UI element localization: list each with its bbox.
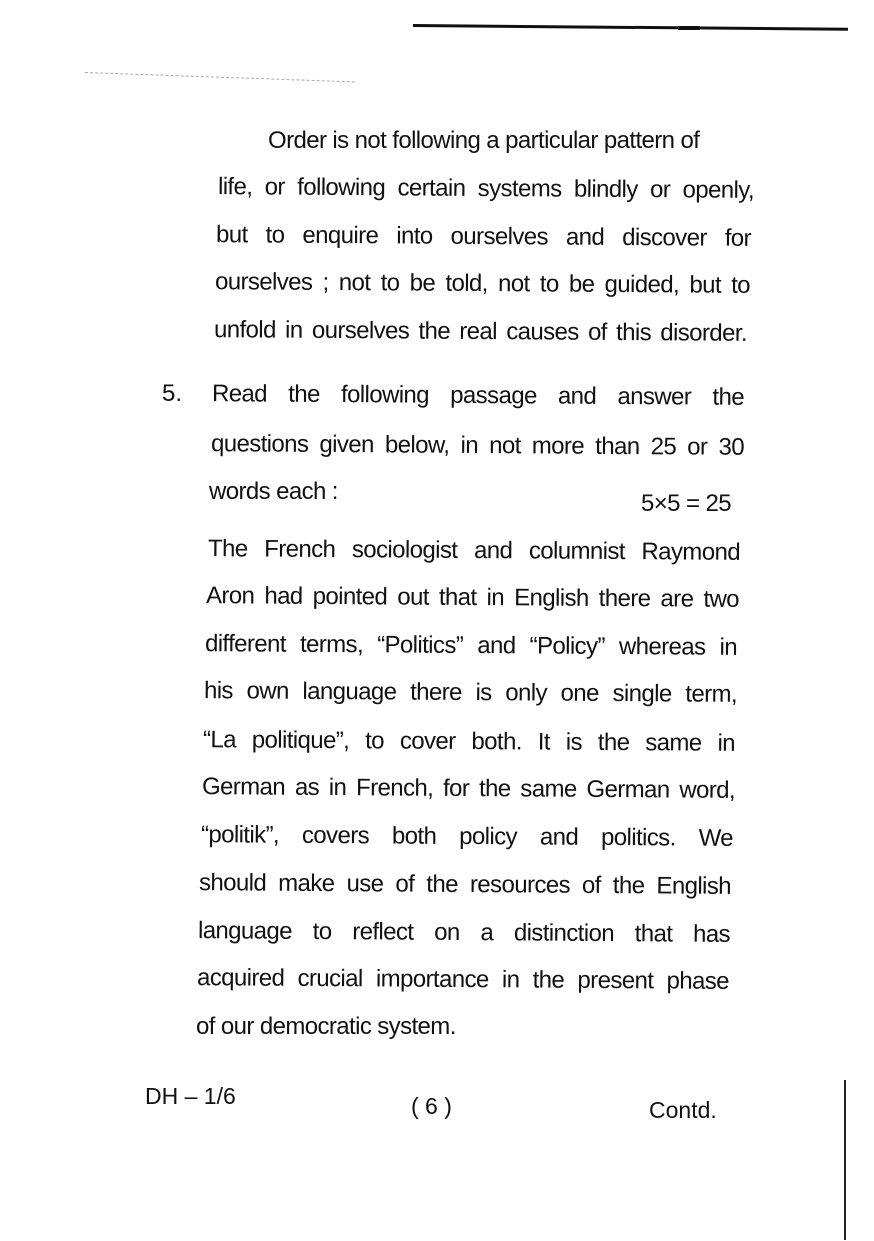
page-number: ( 6 ) [411,1093,452,1119]
scan-artifact-edge [844,1080,846,1240]
marks-allocation: 5×5 = 25 [641,490,731,517]
text-line: ourselves ; not to be told, not to be guided, but to [214,268,751,299]
instruction-line: questions given below, in not more than 25 or 30 [210,430,745,461]
instruction-line: words each : [209,478,338,505]
passage-line: his own language there is only one single term, [203,677,738,708]
continued-label: Contd. [649,1097,717,1123]
passage-line: Aron had pointed out that in English there are two [205,582,740,613]
passage-line: different terms, “Politics” and “Policy” whereas in [204,630,738,661]
passage-line: “La politique”, to cover both. It is the same in [202,726,736,757]
text-line: Order is not following a particular pattern of [268,127,700,154]
text-line: unfold in ourselves the real causes of this disorder. [213,316,748,347]
scan-artifact-line [413,24,848,31]
scan-artifact-line [85,72,355,83]
passage-line: The French sociologist and columnist Raymond [207,535,741,566]
passage-line: acquired crucial importance in the present phase [196,964,730,995]
passage-line: language to reflect on a distinction that has [197,917,731,948]
scan-artifact-mark [678,26,700,30]
text-line: but to enquire into ourselves and discover for [215,221,752,252]
paper-code: DH – 1/6 [145,1083,236,1109]
question-number: 5. [162,380,183,407]
instruction-line: Read the following passage and answer the [211,380,745,411]
passage-line: of our democratic system. [196,1013,456,1040]
passage-line: “politik”, covers both policy and politics. We [200,821,734,852]
text-line: life, or following certain systems blindly or openly, [217,173,755,204]
passage-line: German as in French, for the same German word, [201,773,736,804]
passage-line: should make use of the resources of the English [198,869,732,900]
